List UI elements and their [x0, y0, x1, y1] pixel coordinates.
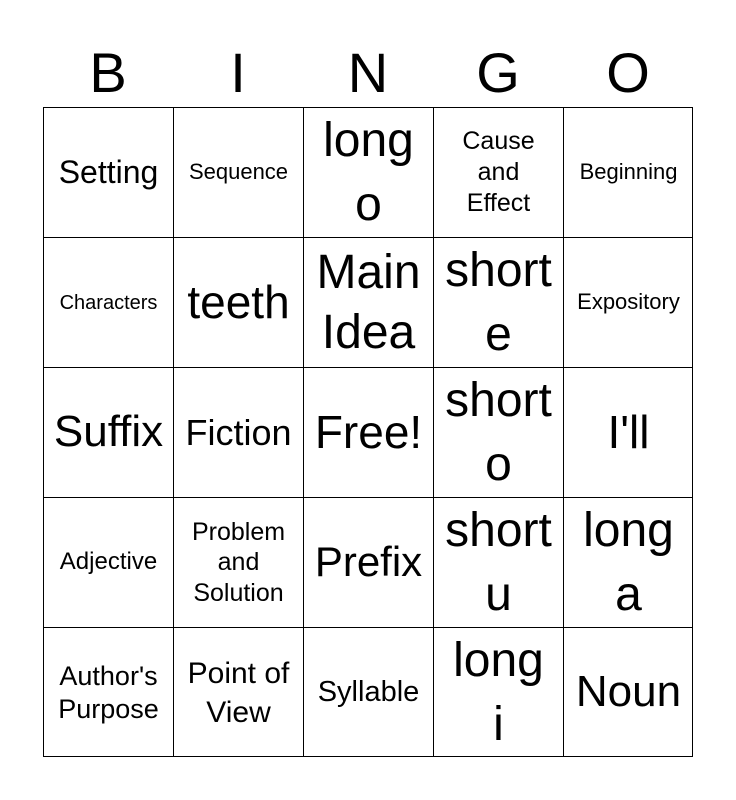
bingo-board [43, 107, 693, 757]
header-letter-b: B [89, 41, 127, 104]
bingo-cell-r3c5[interactable] [563, 367, 693, 497]
bingo-cell-r5c5[interactable] [563, 627, 693, 757]
cell-label: Adjective [59, 548, 158, 576]
bingo-header [43, 42, 693, 104]
bingo-cell-r2c4[interactable] [433, 237, 563, 367]
header-letter-o: O [606, 41, 650, 104]
cell-label: Author's Purpose [58, 661, 159, 724]
bingo-cell-r3c2[interactable] [173, 367, 303, 497]
bingo-cell-r3c1[interactable] [43, 367, 173, 497]
bingo-cell-r5c2[interactable] [173, 627, 303, 757]
cell-label: Characters [59, 291, 158, 314]
cell-label: Suffix [53, 407, 164, 457]
bingo-cell-r2c1[interactable] [43, 237, 173, 367]
cell-label: Expository [577, 289, 680, 315]
cell-label: Sequence [188, 159, 289, 185]
bingo-cell-r2c3[interactable] [303, 237, 433, 367]
cell-label: long a [583, 504, 674, 621]
bingo-cell-r2c2[interactable] [173, 237, 303, 367]
bingo-cell-r4c4[interactable] [433, 497, 563, 627]
bingo-cell-r1c5[interactable] [563, 107, 693, 237]
cell-label: Point of View [187, 656, 290, 729]
cell-label: Cause and Effect [462, 126, 535, 218]
bingo-cell-r5c3[interactable] [303, 627, 433, 757]
cell-label: long o [323, 114, 414, 231]
bingo-cell-r4c2[interactable] [173, 497, 303, 627]
bingo-cell-r1c3[interactable] [303, 107, 433, 237]
bingo-cell-r4c1[interactable] [43, 497, 173, 627]
cell-label: long i [453, 634, 544, 751]
bingo-cell-r5c1[interactable] [43, 627, 173, 757]
cell-label: Fiction [185, 411, 292, 453]
cell-label: Noun [575, 667, 682, 717]
bingo-cell-r3c4[interactable] [433, 367, 563, 497]
cell-label: short u [445, 504, 552, 621]
bingo-cell-r5c4[interactable] [433, 627, 563, 757]
cell-label: Free! [314, 406, 423, 459]
bingo-cell-r4c3[interactable] [303, 497, 433, 627]
cell-label: Setting [58, 153, 159, 190]
header-letter-g: G [476, 41, 520, 104]
cell-label: Problem and Solution [191, 517, 286, 607]
cell-label: short e [445, 244, 552, 361]
bingo-cell-r2c5[interactable] [563, 237, 693, 367]
bingo-cell-r1c4[interactable] [433, 107, 563, 237]
bingo-cell-r1c2[interactable] [173, 107, 303, 237]
bingo-cell-r3c3[interactable] [303, 367, 433, 497]
cell-label: short o [445, 374, 552, 491]
header-letter-n: N [347, 41, 389, 104]
cell-label: teeth [187, 276, 290, 329]
cell-label: Syllable [317, 676, 420, 709]
cell-label: Prefix [314, 538, 423, 586]
bingo-cell-r4c5[interactable] [563, 497, 693, 627]
cell-label: Main Idea [316, 245, 421, 359]
cell-label: Beginning [579, 159, 678, 185]
cell-label: I'll [607, 406, 650, 459]
bingo-cell-r1c1[interactable] [43, 107, 173, 237]
header-letter-i: I [230, 41, 246, 104]
